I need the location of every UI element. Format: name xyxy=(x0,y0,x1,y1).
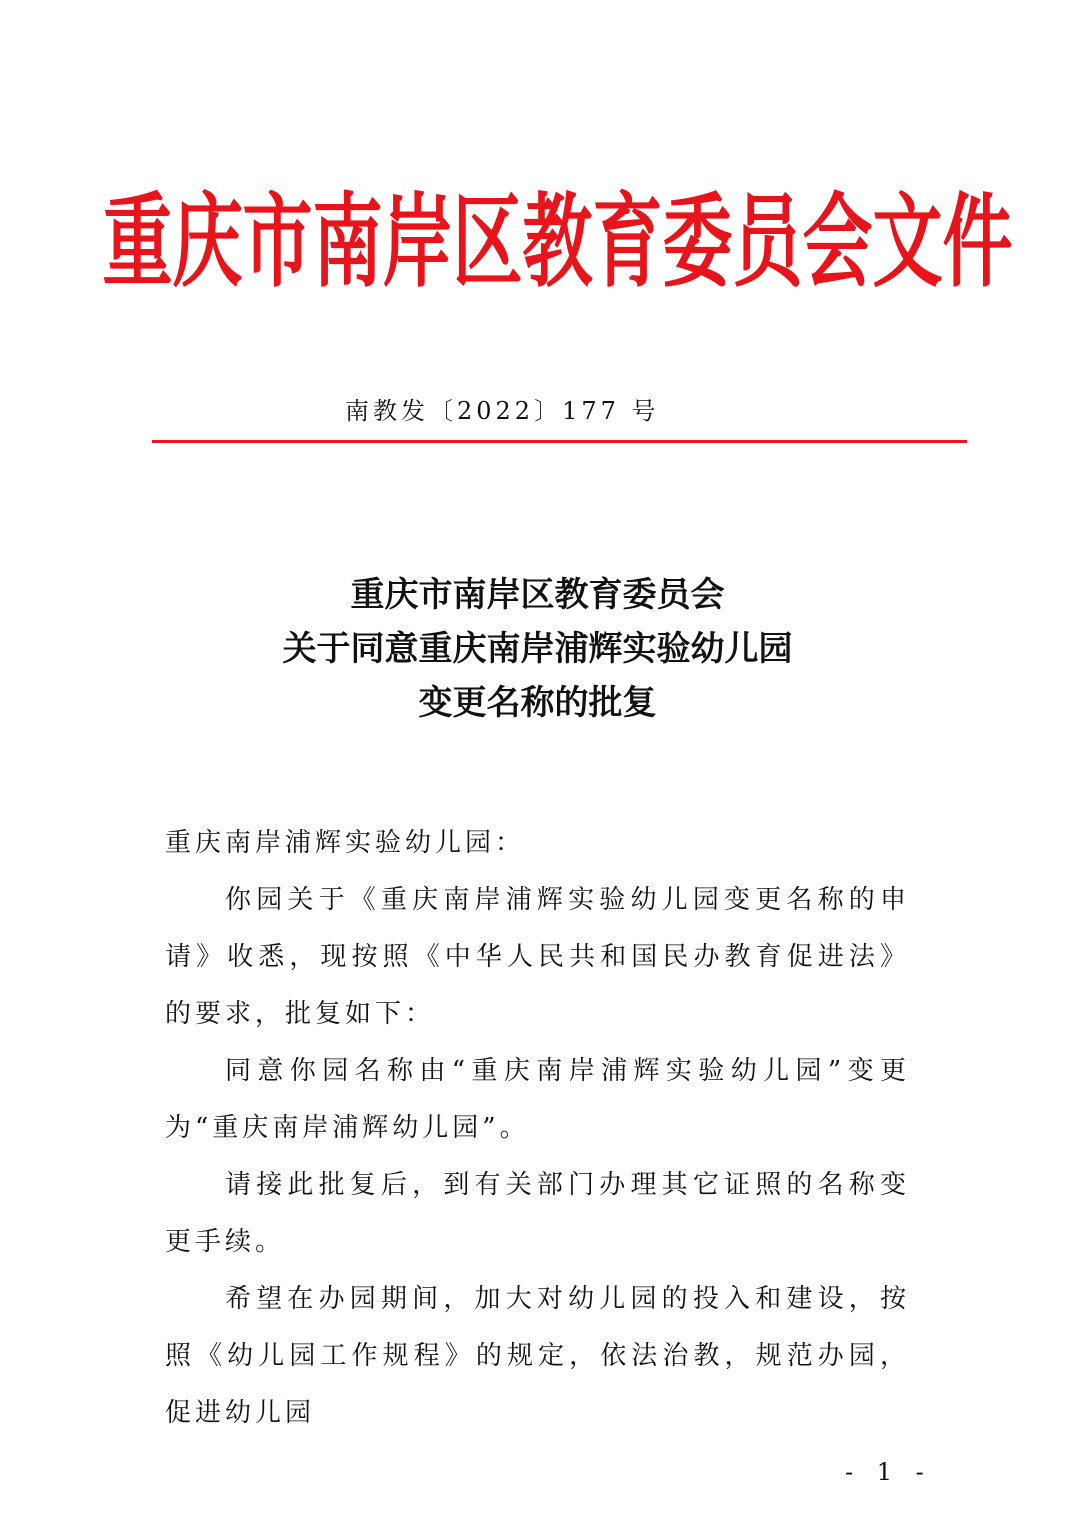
title-line-3: 变更名称的批复 xyxy=(418,683,657,723)
red-divider xyxy=(152,440,967,443)
body-paragraph: 你园关于《重庆南岸浦辉实验幼儿园变更名称的申请》收悉，现按照《中华人民共和国民办教育促进法》的要求，批复如下： xyxy=(165,885,910,1029)
body-paragraph: 希望在办园期间，加大对幼儿园的投入和建设，按照《幼儿园工作规程》的规定，依法治教，规范办园，促进幼儿园 xyxy=(165,1284,910,1428)
title-line-1: 重庆市南岸区教育委员会 xyxy=(350,575,725,615)
document-body xyxy=(165,815,910,1442)
title-line-2: 关于同意重庆南岸浦辉实验幼儿园 xyxy=(282,629,793,669)
body-paragraph: 请接此批复后，到有关部门办理其它证照的名称变更手续。 xyxy=(165,1170,910,1257)
document-title xyxy=(150,568,925,730)
document-number: 南教发〔2022〕177 号 xyxy=(345,397,660,425)
body-paragraph: 同意你园名称由“重庆南岸浦辉实验幼儿园”变更为“重庆南岸浦辉幼儿园”。 xyxy=(165,1056,910,1143)
document-masthead: 重庆市南岸区教育委员会文件 xyxy=(102,182,1013,302)
page-number: - 1 - xyxy=(845,1458,932,1486)
salutation: 重庆南岸浦辉实验幼儿园： xyxy=(165,828,526,858)
